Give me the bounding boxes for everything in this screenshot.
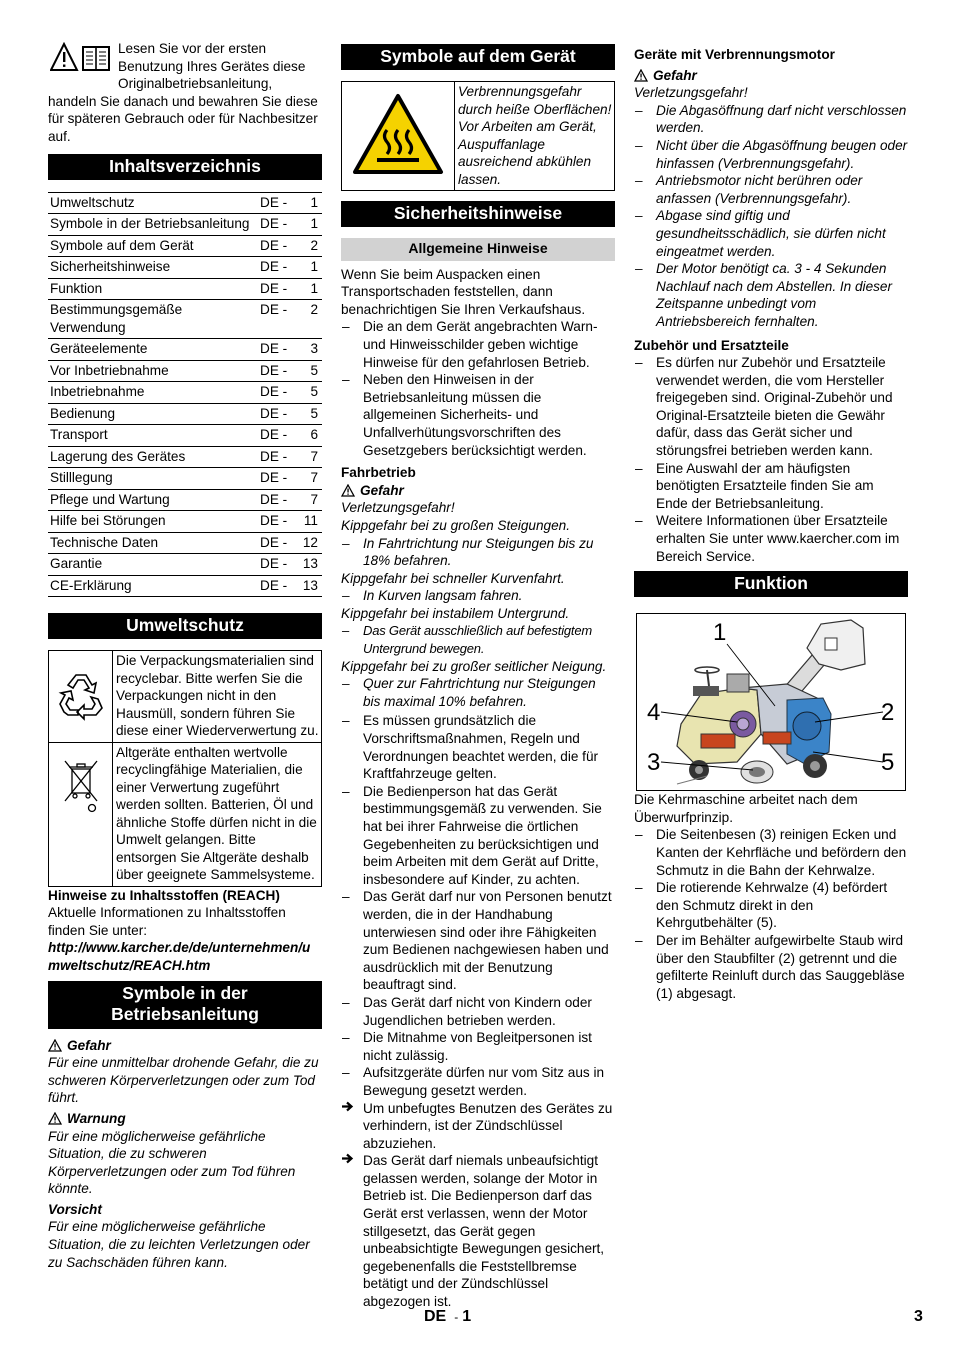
tip-3-item: – Das Gerät ausschließlich auf befestigtem Untergrund bewegen.: [341, 622, 615, 657]
column-middle: [341, 44, 615, 1311]
general-notes-heading: Allgemeine Hinweise: [341, 238, 615, 261]
drive-danger-row: [341, 482, 615, 500]
toc-row[interactable]: [48, 403, 322, 425]
general-note-item: – Die an dem Gerät angebrachten Warn- und Hinweisschilder geben wichtige Hinweise für den gefahrlosen Betrieb.: [341, 318, 615, 371]
drive-injury: Verletzungsgefahr!: [341, 500, 455, 516]
toc-label: Symbole auf dem Gerät: [48, 235, 260, 257]
column-right: [634, 46, 908, 1002]
toc-prefix: DE -: [260, 575, 294, 597]
rule-item: – Es müssen grundsätzlich die Vorschriftsmaßnahmen, Regeln und Verordnungen beachtet werden, die für Kraftfahrzeuge gelten.: [341, 712, 615, 782]
toc-prefix: DE -: [260, 192, 294, 214]
toc-row[interactable]: [48, 278, 322, 300]
toc-page: 1: [294, 192, 322, 214]
toc-prefix: DE -: [260, 511, 294, 533]
read-manual-icon: [50, 42, 114, 78]
toc-row[interactable]: [48, 192, 322, 214]
arrow-list: [341, 1100, 615, 1311]
warning-triangle-icon: [634, 69, 648, 82]
rule-item: – Die Mitnahme von Begleitpersonen ist nicht zulässig.: [341, 1029, 615, 1064]
toc-label: Funktion: [48, 278, 260, 300]
warning-label: Warnung: [67, 1110, 126, 1126]
toc-prefix: DE -: [260, 532, 294, 554]
toc-prefix: DE -: [260, 339, 294, 361]
toc-prefix: DE -: [260, 446, 294, 468]
engine-heading: Geräte mit Verbrennungsmotor: [634, 47, 835, 62]
accessory-item: – Eine Auswahl der am häufigsten benötigten Ersatzteile finden Sie am Ende der Betriebsanleitung.: [634, 460, 908, 513]
engine-hazard-item: – Der Motor benötigt ca. 3 - 4 Sekunden Nachlauf nach dem Abstellen. In dieser Zeitspanne unbedingt vom Antriebsbereich fernhalten.: [634, 260, 908, 330]
general-note-item: – Neben den Hinweisen in der Betriebsanleitung müssen die allgemeinen Sicherheits- und Unfallverhütungsvorschriften des Gesetzgebers berücksichtigt werden.: [341, 371, 615, 459]
general-intro: Wenn Sie beim Auspacken einen Transportschaden feststellen, dann benachrichtigen Sie Ihren Verkaufshaus.: [341, 266, 586, 317]
toc-label: Lagerung des Gerätes: [48, 446, 260, 468]
toc-row[interactable]: [48, 235, 322, 257]
weee-bin-icon: [49, 742, 113, 886]
toc-label: Transport: [48, 425, 260, 447]
toc-page: 5: [294, 403, 322, 425]
toc-page: 7: [294, 446, 322, 468]
function-list: [634, 826, 908, 1002]
toc-page: 6: [294, 425, 322, 447]
toc-page: 1: [294, 214, 322, 236]
toc-page: 2: [294, 300, 322, 339]
toc-row[interactable]: [48, 489, 322, 511]
recycle-icon: [49, 651, 113, 743]
tip-2: Kippgefahr bei schneller Kurvenfahrt.: [341, 570, 565, 586]
warning-triangle-icon: [48, 1112, 62, 1125]
toc-row[interactable]: [48, 446, 322, 468]
toc-label: CE-Erklärung: [48, 575, 260, 597]
page-number: 3: [914, 1308, 923, 1325]
engine-hazard-item: – Die Abgasöffnung darf nicht verschlossen werden.: [634, 102, 908, 137]
toc-page: 5: [294, 382, 322, 404]
figure-label-3: 3: [647, 749, 661, 777]
danger-label: Gefahr: [67, 1037, 111, 1053]
symbols-manual-heading: Symbole in der Betriebsanleitung: [48, 981, 322, 1029]
drive-danger-label: Gefahr: [360, 482, 404, 498]
toc-row[interactable]: [48, 360, 322, 382]
toc-page: 13: [294, 554, 322, 576]
environment-heading: Umweltschutz: [48, 613, 322, 639]
toc-row[interactable]: [48, 257, 322, 279]
engine-list: [634, 102, 908, 331]
safety-heading: Sicherheitshinweise: [341, 201, 615, 227]
toc-label: Inbetriebnahme: [48, 382, 260, 404]
toc-label: Stilllegung: [48, 468, 260, 490]
general-notes-list: [341, 318, 615, 459]
toc-label: Hilfe bei Störungen: [48, 511, 260, 533]
accessory-item: – Es dürfen nur Zubehör und Ersatzteile verwendet werden, die vom Hersteller freigegeben sind. Original-Zubehör und Original-Ersatzteile bieten die Gewähr dafür, dass das Gerät sicher und störungsfrei betrieben werden kann.: [634, 354, 908, 460]
toc-prefix: DE -: [260, 489, 294, 511]
tip-2-item: – In Kurven langsam fahren.: [341, 587, 615, 605]
toc-label: Bestimmungsgemäße Verwendung: [48, 300, 260, 339]
tip-1: Kippgefahr bei zu großen Steigungen.: [341, 517, 570, 533]
toc-label: Sicherheitshinweise: [48, 257, 260, 279]
toc-page: 3: [294, 339, 322, 361]
intro-block: [48, 40, 322, 146]
caution-text: Für eine möglicherweise gefährliche Situation, die zu leichten Verletzungen oder zu Sachschäden führen kann.: [48, 1219, 310, 1270]
sweeper-illustration: [637, 614, 905, 790]
toc-page: 2: [294, 235, 322, 257]
footer-section: [424, 1308, 471, 1327]
toc-prefix: DE -: [260, 214, 294, 236]
toc-row[interactable]: [48, 214, 322, 236]
toc-page: 11: [294, 511, 322, 533]
figure-label-1: 1: [713, 619, 727, 647]
toc-prefix: DE -: [260, 360, 294, 382]
function-intro: Die Kehrmaschine arbeitet nach dem Überwurfprinzip.: [634, 792, 858, 825]
toc-prefix: DE -: [260, 300, 294, 339]
toc-row[interactable]: [48, 554, 322, 576]
accessories-heading: Zubehör und Ersatzteile: [634, 337, 789, 353]
toc-label: Vor Inbetriebnahme: [48, 360, 260, 382]
arrow-instruction-text: Das Gerät darf niemals unbeaufsichtigt gelassen werden, solange der Motor in Betrieb ist. Die Bedienperson darf das Gerät erst verlassen, wenn der Motor stillgesetzt, das Gerät gegen unbeabsichtigte Bewegungen gesichert, gegebenenfalls die Feststellbremse betätigt und der Zündschlüssel abgezogen ist.: [363, 1153, 605, 1310]
function-item: – Die rotierende Kehrwalze (4) befördert den Schmutz direkt in den Kehrgutbehälter (5).: [634, 879, 908, 932]
engine-hazard-item: – Antriebsmotor nicht berühren oder anfassen (Verbrennungsgefahr).: [634, 172, 908, 207]
toc-prefix: DE -: [260, 425, 294, 447]
toc-page: 7: [294, 468, 322, 490]
toc-label: Geräteelemente: [48, 339, 260, 361]
reach-link[interactable]: http://www.karcher.de/de/unternehmen/umweltschutz/REACH.htm: [48, 940, 311, 973]
toc-row[interactable]: [48, 575, 322, 597]
accessories-list: [634, 354, 908, 565]
toc-prefix: DE -: [260, 278, 294, 300]
arrow-right-icon: [341, 1100, 354, 1118]
warning-label-row: [48, 1110, 322, 1128]
toc-page: 1: [294, 278, 322, 300]
toc-table: [48, 192, 322, 598]
footer-section-page: 1: [462, 1308, 472, 1325]
toc-row[interactable]: [48, 511, 322, 533]
engine-hazard-item: – Abgase sind giftig und gesundheitsschädlich, sie dürfen nicht eingeatmet werden.: [634, 207, 908, 260]
figure-label-4: 4: [647, 699, 661, 727]
tip-4-item: – Quer zur Fahrtrichtung nur Steigungen bis maximal 10% befahren.: [341, 675, 615, 710]
drive-heading: Fahrbetrieb: [341, 465, 416, 481]
toc-row[interactable]: [48, 468, 322, 490]
toc-page: 12: [294, 532, 322, 554]
arrow-instruction-item: [341, 1152, 615, 1310]
function-item: – Der im Behälter aufgewirbelte Staub wird über den Staubfilter (2) getrennt und die gefilterte Reinluft durch das Sauggebläse (1) abgesagt.: [634, 932, 908, 1002]
hot-surface-text: Verbrennungsgefahr durch heiße Oberflächen! Vor Arbeiten am Gerät, Auspuffanlage ausreichend abkühlen lassen.: [455, 82, 615, 191]
reach-text: Aktuelle Informationen zu Inhaltsstoffen finden Sie unter:: [48, 905, 286, 938]
intro-text: Lesen Sie vor der ersten Benutzung Ihres Gerätes diese Originalbetriebsanleitung, handeln Sie danach und bewahren Sie diese für späteren Gebrauch oder für Nachbesitzer auf.: [48, 41, 318, 144]
hot-surface-table: [341, 81, 615, 191]
toc-label: Bedienung: [48, 403, 260, 425]
footer-lang: DE: [424, 1308, 447, 1325]
toc-row[interactable]: [48, 532, 322, 554]
toc-prefix: DE -: [260, 554, 294, 576]
toc-row[interactable]: [48, 300, 322, 339]
tip-3: Kippgefahr bei instabilem Untergrund.: [341, 605, 570, 621]
caution-label: Vorsicht: [48, 1201, 102, 1217]
sweeper-figure: [636, 613, 906, 791]
reach-title: Hinweise zu Inhaltsstoffen (REACH): [48, 887, 280, 903]
engine-hazard-item: – Nicht über die Abgasöffnung beugen oder hinfassen (Verbrennungsgefahr).: [634, 137, 908, 172]
recycle-text: Die Verpackungsmaterialien sind recyclebar. Bitte werfen Sie die Verpackungen nicht in den Hausmüll, sondern führen Sie diese einer Wiederverwertung zu.: [113, 651, 322, 743]
toc-page: 1: [294, 257, 322, 279]
footer-sep: -: [454, 1310, 459, 1324]
weee-text: Altgeräte enthalten wertvolle recyclingfähige Materialien, die einer Verwertung zugeführt werden sollten. Batterien, Öl und ähnliche Stoffe dürfen nicht in die Umwelt gelangen. Bitte entsorgen Sie Altgeräte deshalb über geeignete Sammelsysteme.: [113, 742, 322, 886]
warning-triangle-icon: [341, 484, 355, 497]
warning-text: Für eine möglicherweise gefährliche Situation, die zu schweren Körperverletzungen oder zum Tod führen könnte.: [48, 1128, 296, 1197]
accessory-item: – Weitere Informationen über Ersatzteile erhalten Sie unter www.kaercher.com im Bereich Service.: [634, 512, 908, 565]
engine-injury: Verletzungsgefahr!: [634, 85, 748, 101]
toc-label: Garantie: [48, 554, 260, 576]
arrow-right-icon: [341, 1152, 354, 1170]
arrow-instruction-text: Um unbefugtes Benutzen des Gerätes zu verhindern, ist der Zündschlüssel abzuziehen.: [363, 1100, 613, 1151]
toc-page: 13: [294, 575, 322, 597]
column-left: [48, 40, 322, 1271]
rule-item: – Die Bedienperson hat das Gerät bestimmungsgemäß zu verwenden. Sie hat bei ihrer Fahrweise die örtlichen Gegebenheiten zu berücksichtigen und beim Arbeiten mit dem Gerät auf Dritte, insbesondere auf Kinder, zu achten.: [341, 783, 615, 889]
tip-1-item: – In Fahrtrichtung nur Steigungen bis zu 18% befahren.: [341, 535, 615, 570]
function-item: – Die Seitenbesen (3) reinigen Ecken und Kanten der Kehrfläche und befördern den Schmutz in die Bahn der Kehrwalze.: [634, 826, 908, 879]
toc-label: Technische Daten: [48, 532, 260, 554]
toc-heading: Inhaltsverzeichnis: [48, 154, 322, 180]
rule-item: – Das Gerät darf nur von Personen benutzt werden, die in der Handhabung unterwiesen sind oder ihre Fähigkeiten zum Bedienen nachgewiesen haben und ausdrücklich mit der Benutzung beauftragt sind.: [341, 888, 615, 994]
device-symbols-heading: Symbole auf dem Gerät: [341, 44, 615, 70]
toc-row[interactable]: [48, 425, 322, 447]
rule-item: – Das Gerät darf nicht von Kindern oder Jugendlichen betrieben werden.: [341, 994, 615, 1029]
toc-page: 7: [294, 489, 322, 511]
figure-label-2: 2: [881, 699, 895, 727]
rule-item: – Aufsitzgeräte dürfen nur vom Sitz aus in Bewegung gesetzt werden.: [341, 1064, 615, 1099]
engine-danger-label: Gefahr: [653, 67, 697, 83]
hot-surface-icon: [342, 82, 455, 191]
environment-table: [48, 650, 322, 887]
toc-prefix: DE -: [260, 235, 294, 257]
toc-label: Umweltschutz: [48, 192, 260, 214]
toc-row[interactable]: [48, 339, 322, 361]
figure-label-5: 5: [881, 749, 895, 777]
toc-prefix: DE -: [260, 257, 294, 279]
toc-prefix: DE -: [260, 382, 294, 404]
toc-prefix: DE -: [260, 468, 294, 490]
toc-page: 5: [294, 360, 322, 382]
rules-list: [341, 712, 615, 1099]
danger-label-row: [48, 1037, 322, 1055]
danger-text: Für eine unmittelbar drohende Gefahr, die zu schweren Körperverletzungen oder zum Tod führt.: [48, 1055, 319, 1106]
toc-label: Pflege und Wartung: [48, 489, 260, 511]
arrow-instruction-item: [341, 1100, 615, 1153]
toc-label: Symbole in der Betriebsanleitung: [48, 214, 260, 236]
engine-danger-row: [634, 67, 908, 85]
warning-triangle-icon: [48, 1039, 62, 1052]
tip-4: Kippgefahr bei zu großer seitlicher Neigung.: [341, 658, 607, 674]
function-heading: Funktion: [634, 571, 908, 597]
toc-prefix: DE -: [260, 403, 294, 425]
toc-row[interactable]: [48, 382, 322, 404]
